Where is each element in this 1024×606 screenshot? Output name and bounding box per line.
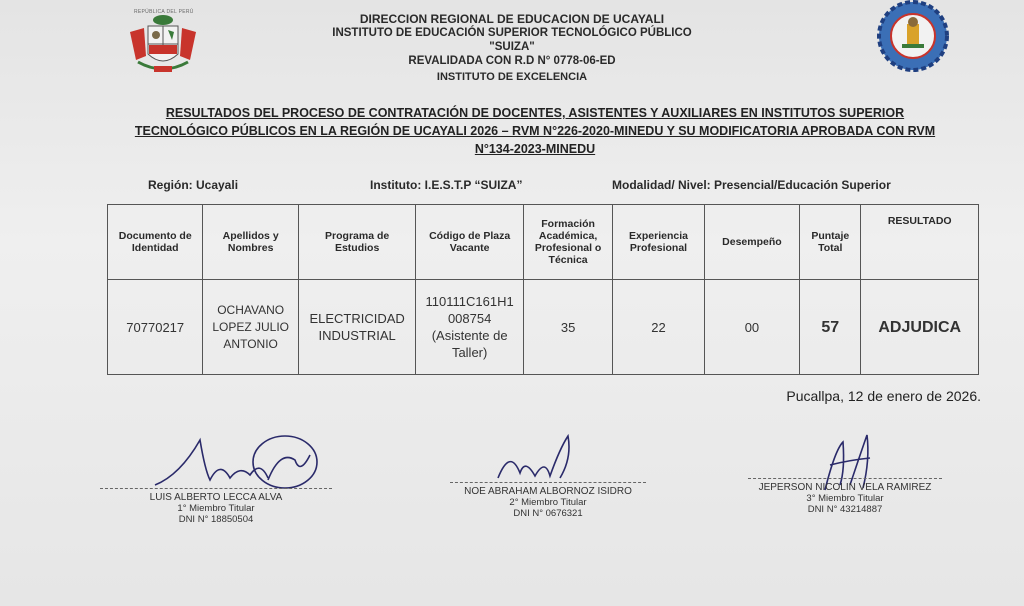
- signer-dni: DNI N° 0676321: [513, 508, 583, 519]
- table-header-row: [108, 205, 979, 280]
- signature-line: [100, 488, 332, 489]
- cell-formacion: 35: [523, 280, 612, 375]
- signature-line: [748, 478, 942, 479]
- header-line-3: "SUIZA": [489, 41, 535, 53]
- col-header-codigo: Código de Plaza Vacante: [416, 205, 523, 280]
- cell-desempeno: 00: [704, 280, 799, 375]
- signer-name: JEPERSON NICOLIN VELA RAMIREZ: [758, 482, 932, 493]
- table-row: [108, 280, 979, 375]
- cell-codigo: 110111C161H1 008754 (Asistente de Taller): [416, 280, 523, 375]
- signer-role: 3° Miembro Titular: [806, 493, 884, 504]
- signer-dni: DNI N° 43214887: [807, 504, 883, 515]
- header-line-5: INSTITUTO DE EXCELENCIA: [436, 71, 588, 83]
- cell-programa: ELECTRICIDAD INDUSTRIAL: [298, 280, 416, 375]
- col-header-programa: Programa de Estudios: [298, 205, 416, 280]
- signer-name: LUIS ALBERTO LECCA ALVA: [149, 492, 283, 503]
- cell-puntaje: 57: [800, 280, 861, 375]
- col-header-resultado: RESULTADO: [861, 205, 979, 280]
- signature-2-scribble-icon: [490, 428, 590, 488]
- signature-block-1: [100, 488, 332, 525]
- meta-instituto: Instituto: I.E.S.T.P “SUIZA”: [370, 178, 523, 192]
- meta-region: Región: Ucayali: [148, 178, 239, 192]
- col-header-puntaje: Puntaje Total: [800, 205, 861, 280]
- signature-line: [450, 482, 646, 483]
- page-title: RESULTADOS DEL PROCESO DE CONTRATACIÓN DE DOCENTES, ASISTENTES Y AUXILIARES EN INSTITUTOS SUPERIOR TECNOLÓGICO PÚBLICOS EN LA REGIÓN DE UCAYALI 2026 – RVM N°226-2020-MINEDU Y SU MODIFICATORIA APROBADA CON RVM N°134-2023-MINEDU: [134, 106, 936, 156]
- header-line-4: REVALIDADA CON R.D N° 0778-06-ED: [408, 55, 616, 67]
- signature-block-2: [450, 482, 646, 519]
- document-header: [0, 12, 1024, 84]
- header-line-1: DIRECCION REGIONAL DE EDUCACION DE UCAYALI: [359, 12, 665, 26]
- cell-documento: 70770217: [108, 280, 203, 375]
- col-header-desempeno: Desempeño: [704, 205, 799, 280]
- col-header-formacion: Formación Académica, Profesional o Técnica: [523, 205, 612, 280]
- cell-resultado: ADJUDICA: [861, 280, 979, 375]
- cell-nombre: OCHAVANO LOPEZ JULIO ANTONIO: [203, 280, 298, 375]
- col-header-documento: Documento de Identidad: [108, 205, 203, 280]
- document-date: Pucallpa, 12 de enero de 2026.: [786, 388, 981, 404]
- signer-role: 2° Miembro Titular: [509, 497, 587, 508]
- crest-caption: REPÚBLICA DEL PERÚ: [134, 9, 194, 15]
- meta-modalidad: Modalidad/ Nivel: Presencial/Educación Superior: [612, 178, 891, 192]
- cell-experiencia: 22: [613, 280, 704, 375]
- signer-role: 1° Miembro Titular: [177, 503, 255, 514]
- header-line-2: INSTITUTO DE EDUCACIÓN SUPERIOR TECNOLÓGICO PÚBLICO: [332, 27, 692, 39]
- col-header-nombres: Apellidos y Nombres: [203, 205, 298, 280]
- col-header-experiencia: Experiencia Profesional: [613, 205, 704, 280]
- results-table: [107, 204, 979, 375]
- signer-name: NOE ABRAHAM ALBORNOZ ISIDRO: [464, 486, 632, 497]
- signature-block-3: [748, 478, 942, 515]
- signer-dni: DNI N° 18850504: [178, 514, 254, 525]
